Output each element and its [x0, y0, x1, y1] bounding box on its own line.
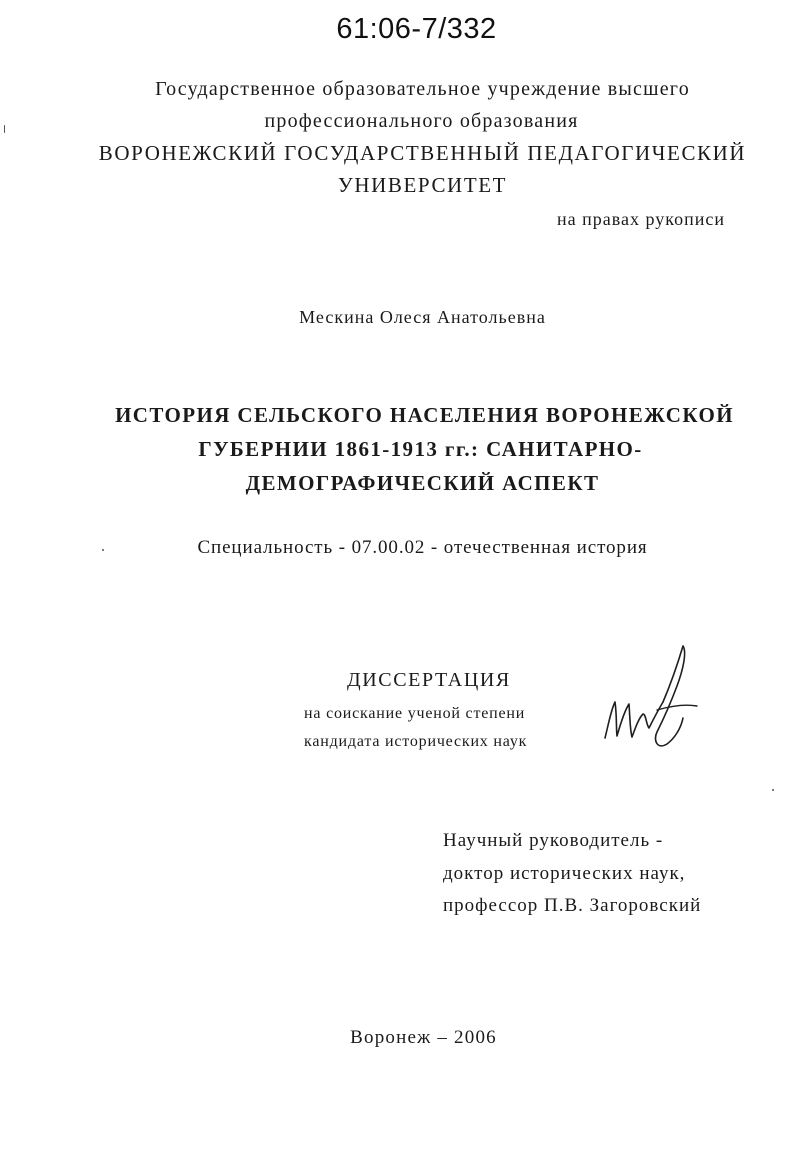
title-line-2: ГУБЕРНИИ 1861-1913 гг.: САНИТАРНО-: [198, 437, 643, 461]
degree-line-1: на соискание ученой степени: [304, 705, 526, 722]
author-name: Мескина Олеся Анатольевна: [299, 307, 546, 327]
institution-line-2: профессионального образования: [264, 110, 579, 132]
scan-mark: [4, 125, 5, 133]
supervisor-line-3: профессор П.В. Загоровский: [443, 895, 702, 916]
supervisor-line-1: Научный руководитель -: [443, 830, 664, 851]
university-name-line-2: УНИВЕРСИТЕТ: [337, 173, 508, 197]
supervisor-line-2: доктор исторических наук,: [443, 863, 686, 884]
dissertation-heading: ДИССЕРТАЦИЯ: [347, 669, 511, 691]
city-year: Воронеж – 2006: [350, 1027, 497, 1048]
scan-dot: [102, 549, 104, 551]
signature-icon: [597, 640, 707, 755]
institution-line-1: Государственное образовательное учреждение высшего: [155, 78, 690, 100]
title-line-3: ДЕМОГРАФИЧЕСКИЙ АСПЕКТ: [245, 471, 600, 495]
scan-dot: [772, 789, 774, 791]
title-line-1: ИСТОРИЯ СЕЛЬСКОГО НАСЕЛЕНИЯ ВОРОНЕЖСКОЙ: [115, 403, 734, 427]
specialty-line: Специальность - 07.00.02 - отечественная история: [197, 537, 648, 558]
archive-stamp: 61:06-7/332: [336, 13, 497, 45]
university-name-line-1: ВОРОНЕЖСКИЙ ГОСУДАРСТВЕННЫЙ ПЕДАГОГИЧЕСКИЙ: [98, 141, 747, 165]
manuscript-note: на правах рукописи: [557, 209, 725, 229]
degree-line-2: кандидата исторических наук: [304, 733, 528, 750]
